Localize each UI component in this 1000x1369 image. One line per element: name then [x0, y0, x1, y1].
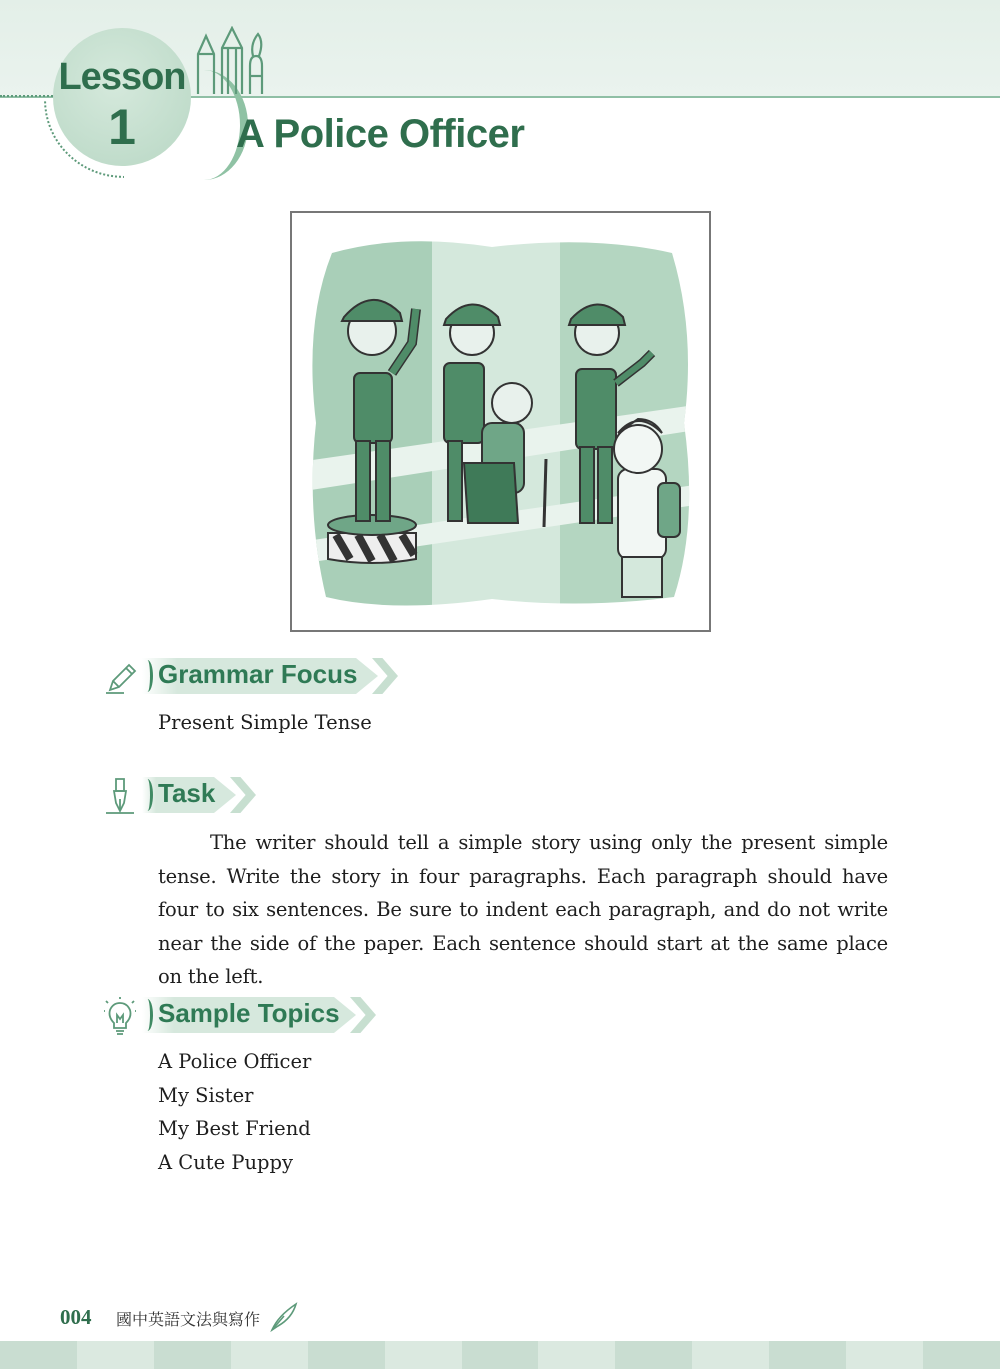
- topic-item: A Police Officer: [158, 1050, 312, 1073]
- pencil-icon: [104, 660, 140, 696]
- grammar-focus-heading: [104, 656, 404, 696]
- grammar-focus-label: Grammar Focus: [158, 659, 358, 689]
- lesson-badge: [53, 28, 191, 166]
- grammar-focus-content: Present Simple Tense: [158, 711, 372, 734]
- task-heading: [104, 775, 264, 815]
- bottom-strip: [0, 1341, 1000, 1369]
- topic-item: A Cute Puppy: [158, 1150, 293, 1174]
- topic-item: My Sister: [158, 1083, 254, 1107]
- lesson-word: Lesson: [58, 56, 186, 98]
- sample-topics-list: [158, 1045, 311, 1179]
- sample-topics-heading: [104, 995, 384, 1035]
- lesson-title: A Police Officer: [236, 112, 525, 156]
- sample-topics-label: Sample Topics: [158, 998, 340, 1028]
- task-label: Task: [158, 778, 216, 808]
- page-number: 004: [60, 1305, 92, 1329]
- quill-icon: [268, 1302, 300, 1332]
- book-title: 國中英語文法與寫作: [116, 1310, 261, 1329]
- fountain-pen-icon: [104, 777, 136, 817]
- task-content: The writer should tell a simple story using only the present simple tense. Write the story in four paragraphs. Each paragraph should have four to six sentences. Be sure to indent each paragraph, and do not write near the side of the paper. Each sentence should start at the same place on the left.: [158, 831, 888, 988]
- header-dotted-rule: [0, 95, 60, 97]
- stationery-icon: [190, 26, 272, 98]
- lightbulb-icon: [104, 997, 136, 1037]
- lesson-number: 1: [108, 99, 136, 155]
- lesson-illustration: [290, 211, 711, 632]
- topic-item: My Best Friend: [158, 1117, 311, 1140]
